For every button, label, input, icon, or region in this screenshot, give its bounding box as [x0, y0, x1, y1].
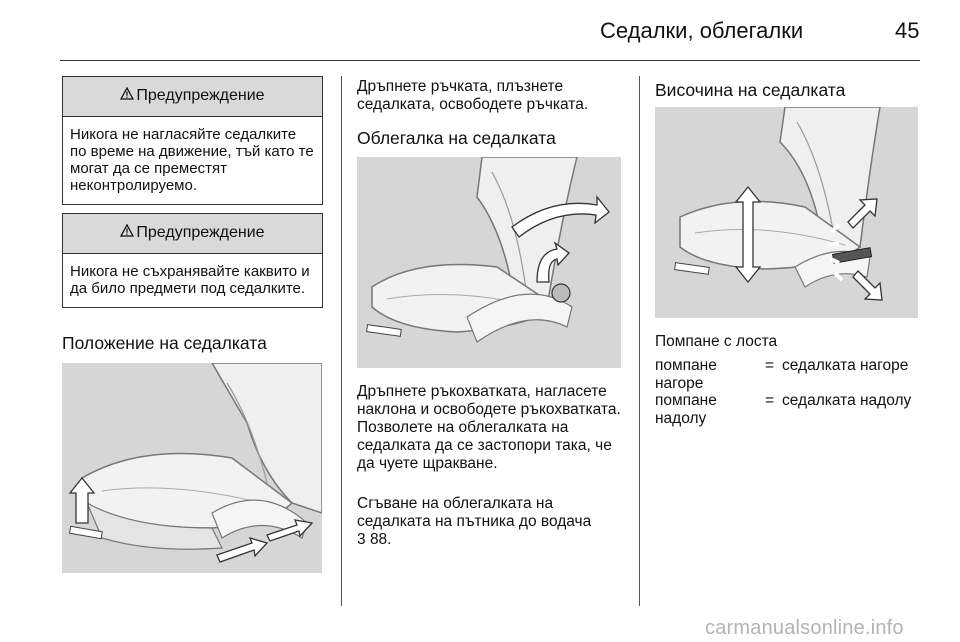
section-heading-seat-position: Положение на седалката	[62, 333, 267, 353]
seat-slide-instruction: Дръпнете ръчката, плъзнете седалката, освободете ръчката.	[357, 78, 589, 113]
backrest-illustration	[357, 157, 621, 368]
header-divider	[60, 60, 920, 61]
warning-text: Никога не съхранявайте каквито и да било предмети под седалките.	[70, 263, 310, 297]
page-reference-icon: 3	[357, 531, 366, 548]
warning-header	[63, 214, 322, 254]
table-value: седалката надолу	[782, 392, 912, 409]
table-term: помпане нагоре	[655, 357, 717, 392]
column-divider	[639, 76, 640, 606]
table-term: помпане надолу	[655, 392, 717, 427]
warning-box	[62, 213, 323, 308]
page-title: Седалки, облегалки	[600, 18, 804, 43]
section-heading-backrest: Облегалка на седалката	[357, 128, 556, 148]
pump-lever-caption: Помпане с лоста	[655, 333, 778, 350]
warning-icon	[120, 224, 134, 242]
warning-icon	[120, 87, 134, 105]
table-value: седалката нагоре	[782, 357, 909, 374]
warning-text: Никога не нагласяйте седалките по време на движение, тъй като те могат да се преместят неконтролируемо.	[70, 126, 314, 194]
watermark: carmanualsonline.info	[705, 617, 904, 639]
page-reference-link[interactable]: 88.	[369, 531, 392, 548]
seat-height-illustration	[655, 107, 918, 318]
fold-backrest-text: Сгъване на облегалката на седалката на пътника до водача	[357, 495, 592, 530]
column-divider	[341, 76, 342, 606]
table-separator: =	[765, 392, 775, 409]
page-number: 45	[895, 18, 920, 43]
warning-box	[62, 76, 323, 205]
fold-backrest-note	[357, 495, 627, 549]
backrest-instruction: Дръпнете ръкохватката, нагласете наклона и освободете ръкохватката. Позволете на облегалката на седалката да се застопори така, че да чуете щракване.	[357, 383, 621, 472]
warning-title: Предупреждение	[136, 224, 265, 241]
section-heading-seat-height: Височина на седалката	[655, 80, 846, 100]
table-separator: =	[765, 357, 775, 374]
warning-title: Предупреждение	[136, 87, 265, 104]
seat-position-illustration	[62, 363, 322, 573]
warning-header	[63, 77, 322, 117]
